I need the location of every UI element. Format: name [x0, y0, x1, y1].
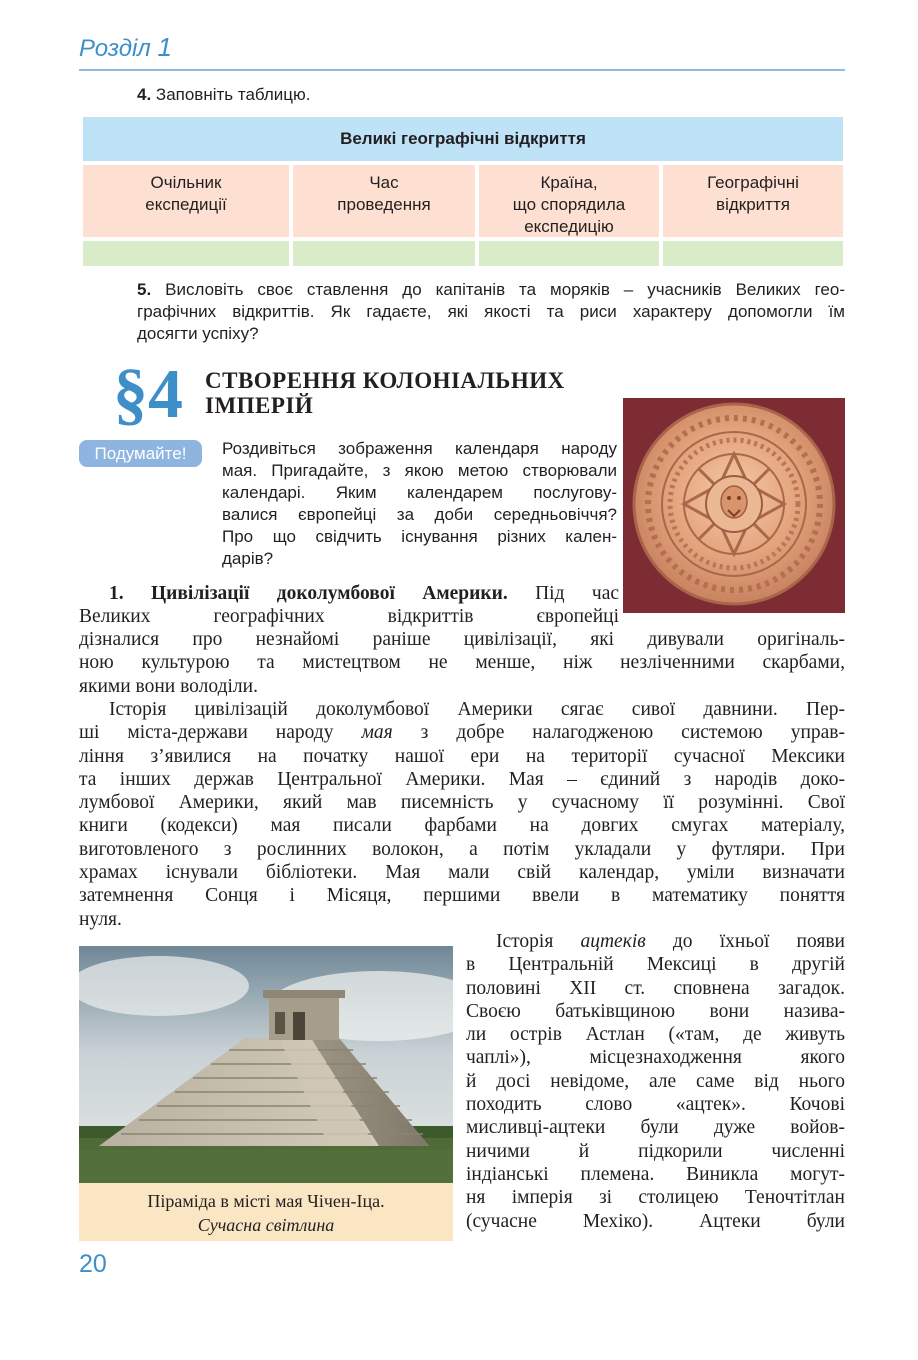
task-4 [137, 85, 311, 105]
think-line: Роздивіться зображення календаря народу [222, 439, 617, 458]
body-paragraph-3 [466, 930, 845, 1233]
task-4-text: Заповніть таблицю. [155, 85, 311, 104]
table-header-country: Країна, що спорядила експедицію [479, 165, 659, 237]
body-text: з добре налагодженою системою управ- [392, 722, 845, 744]
body-paragraph-1 [79, 628, 845, 698]
section-title-line: СТВОРЕННЯ КОЛОНІАЛЬНИХ [205, 368, 565, 393]
think-question [222, 438, 617, 570]
body-line: Великих географічних відкриттів європейці [79, 606, 619, 628]
body-line: дізналися про незнайомі раніше цивілізації, які дивували оригіналь- [79, 629, 845, 650]
table-row [83, 241, 843, 266]
body-line: Своєю батьківщиною вони назива- [466, 1000, 845, 1022]
body-line: якими вони володіли. [79, 675, 258, 697]
body-line: храмах існували бібліотеки. Мая мали свій календар, уміли визначати [79, 862, 845, 884]
task-5-line: досягти успіху? [137, 324, 259, 343]
think-line: календарі. Яким календарем послугову- [222, 483, 617, 502]
table-header-row [83, 165, 843, 237]
pyramid-chichen-itza-image [79, 946, 453, 1183]
section-number: §4 [113, 356, 183, 433]
body-line: ління з’явилися на початку нашої ери на території сучасної Мексики [79, 745, 845, 767]
body-line: походить слово «ацтек». Кочові [466, 1094, 845, 1116]
task-5-line: Висловіть своє ставлення до капітанів та моряків – учасників Великих гео- [165, 280, 845, 299]
task-5-line: графічних відкриттів. Як гадаєте, які якості та риси характеру допомогли їм [137, 302, 845, 321]
body-line: ною культурою та мистецтвом не менше, ніж незліченними скарбами, [79, 652, 845, 674]
page-number: 20 [79, 1250, 107, 1278]
body-line: затемнення Сонця і Місяця, першими ввели в математику поняття [79, 885, 845, 907]
body-line: чаплі»), місцезнаходження якого [466, 1047, 845, 1069]
body-line: ня імперія зі столицею Теночтітлан [466, 1187, 845, 1209]
think-line: дарів? [222, 549, 274, 568]
table-cell-empty[interactable] [479, 241, 659, 266]
caption-line: Піраміда в місті мая Чічен-Іца. [147, 1191, 385, 1211]
body-text: до їхньої появи [645, 931, 845, 952]
body-line: половині XII ст. сповнена загадок. [466, 977, 845, 999]
maya-calendar-image [623, 398, 845, 613]
think-line: мая. Пригадайте, з якою метою створювали [222, 461, 617, 480]
body-paragraph-1-top [79, 582, 619, 629]
emphasis-term: ацтеків [580, 931, 646, 952]
body-line: та інших держав Центральної Америки. Мая – єдиний з народів доко- [79, 768, 845, 790]
task-4-number: 4. [137, 85, 152, 104]
body-line: виготовленого з рослинних волокон, а потім укладали у футляри. При [79, 838, 845, 860]
section-title [205, 368, 615, 418]
body-line: Історія цивілізацій доколумбової Америки сягає сивої давнини. Пер- [109, 699, 845, 720]
body-line: мисливці-ацтеки були дуже войов- [466, 1117, 845, 1139]
caption-line: Сучасна світлина [197, 1215, 335, 1235]
body-line: нуля. [79, 908, 122, 930]
body-line: книги (кодекси) мая писали фарбами на довгих смугах матеріалу, [79, 815, 845, 837]
think-line: валися європейці за доби середньовіччя? [222, 505, 617, 524]
body-line: лумбової Америки, який мав писемність у сучасному її розумінні. Свої [79, 792, 845, 814]
think-badge: Подумайте! [79, 440, 202, 467]
task-5 [137, 279, 845, 345]
table-cell-empty[interactable] [83, 241, 289, 266]
table-cell-empty[interactable] [663, 241, 843, 266]
table-header-time: Час проведення [293, 165, 475, 237]
body-line: ли острів Астлан («там, де живуть [466, 1024, 845, 1046]
body-text: Під час [507, 583, 619, 604]
table-cell-empty[interactable] [293, 241, 475, 266]
table-header-leader: Очільник експедиції [83, 165, 289, 237]
body-text: Історія [496, 931, 581, 952]
subsection-heading: 1. Цивілізації доколумбової Америки. [109, 583, 508, 604]
emphasis-term: мая [361, 722, 393, 744]
task-5-number: 5. [137, 280, 152, 299]
section-title-line: ІМПЕРІЙ [205, 393, 314, 418]
chapter-number: 1 [157, 32, 172, 62]
body-line: й досі невідоме, але саме від нього [466, 1070, 845, 1092]
body-paragraph-2 [79, 698, 845, 931]
think-line: Про що свідчить існування різних кален- [222, 527, 617, 546]
table-title: Великі географічні відкриття [83, 117, 843, 161]
body-line: в Центральній Мексиці в другій [466, 954, 845, 976]
pyramid-caption [79, 1183, 453, 1241]
body-line: (сучасне Мехіко). Ацтеки були [466, 1210, 845, 1232]
table-header-discoveries: Географічні відкриття [663, 165, 843, 237]
chapter-header [79, 32, 172, 63]
body-line: ничими й підкорили численні [466, 1140, 845, 1162]
body-text: ші міста-держави народу [79, 722, 362, 744]
body-line: індіанські племена. Виникла могут- [466, 1163, 845, 1185]
header-divider [79, 69, 845, 71]
discoveries-table [83, 117, 843, 266]
chapter-word: Розділ [79, 35, 151, 62]
